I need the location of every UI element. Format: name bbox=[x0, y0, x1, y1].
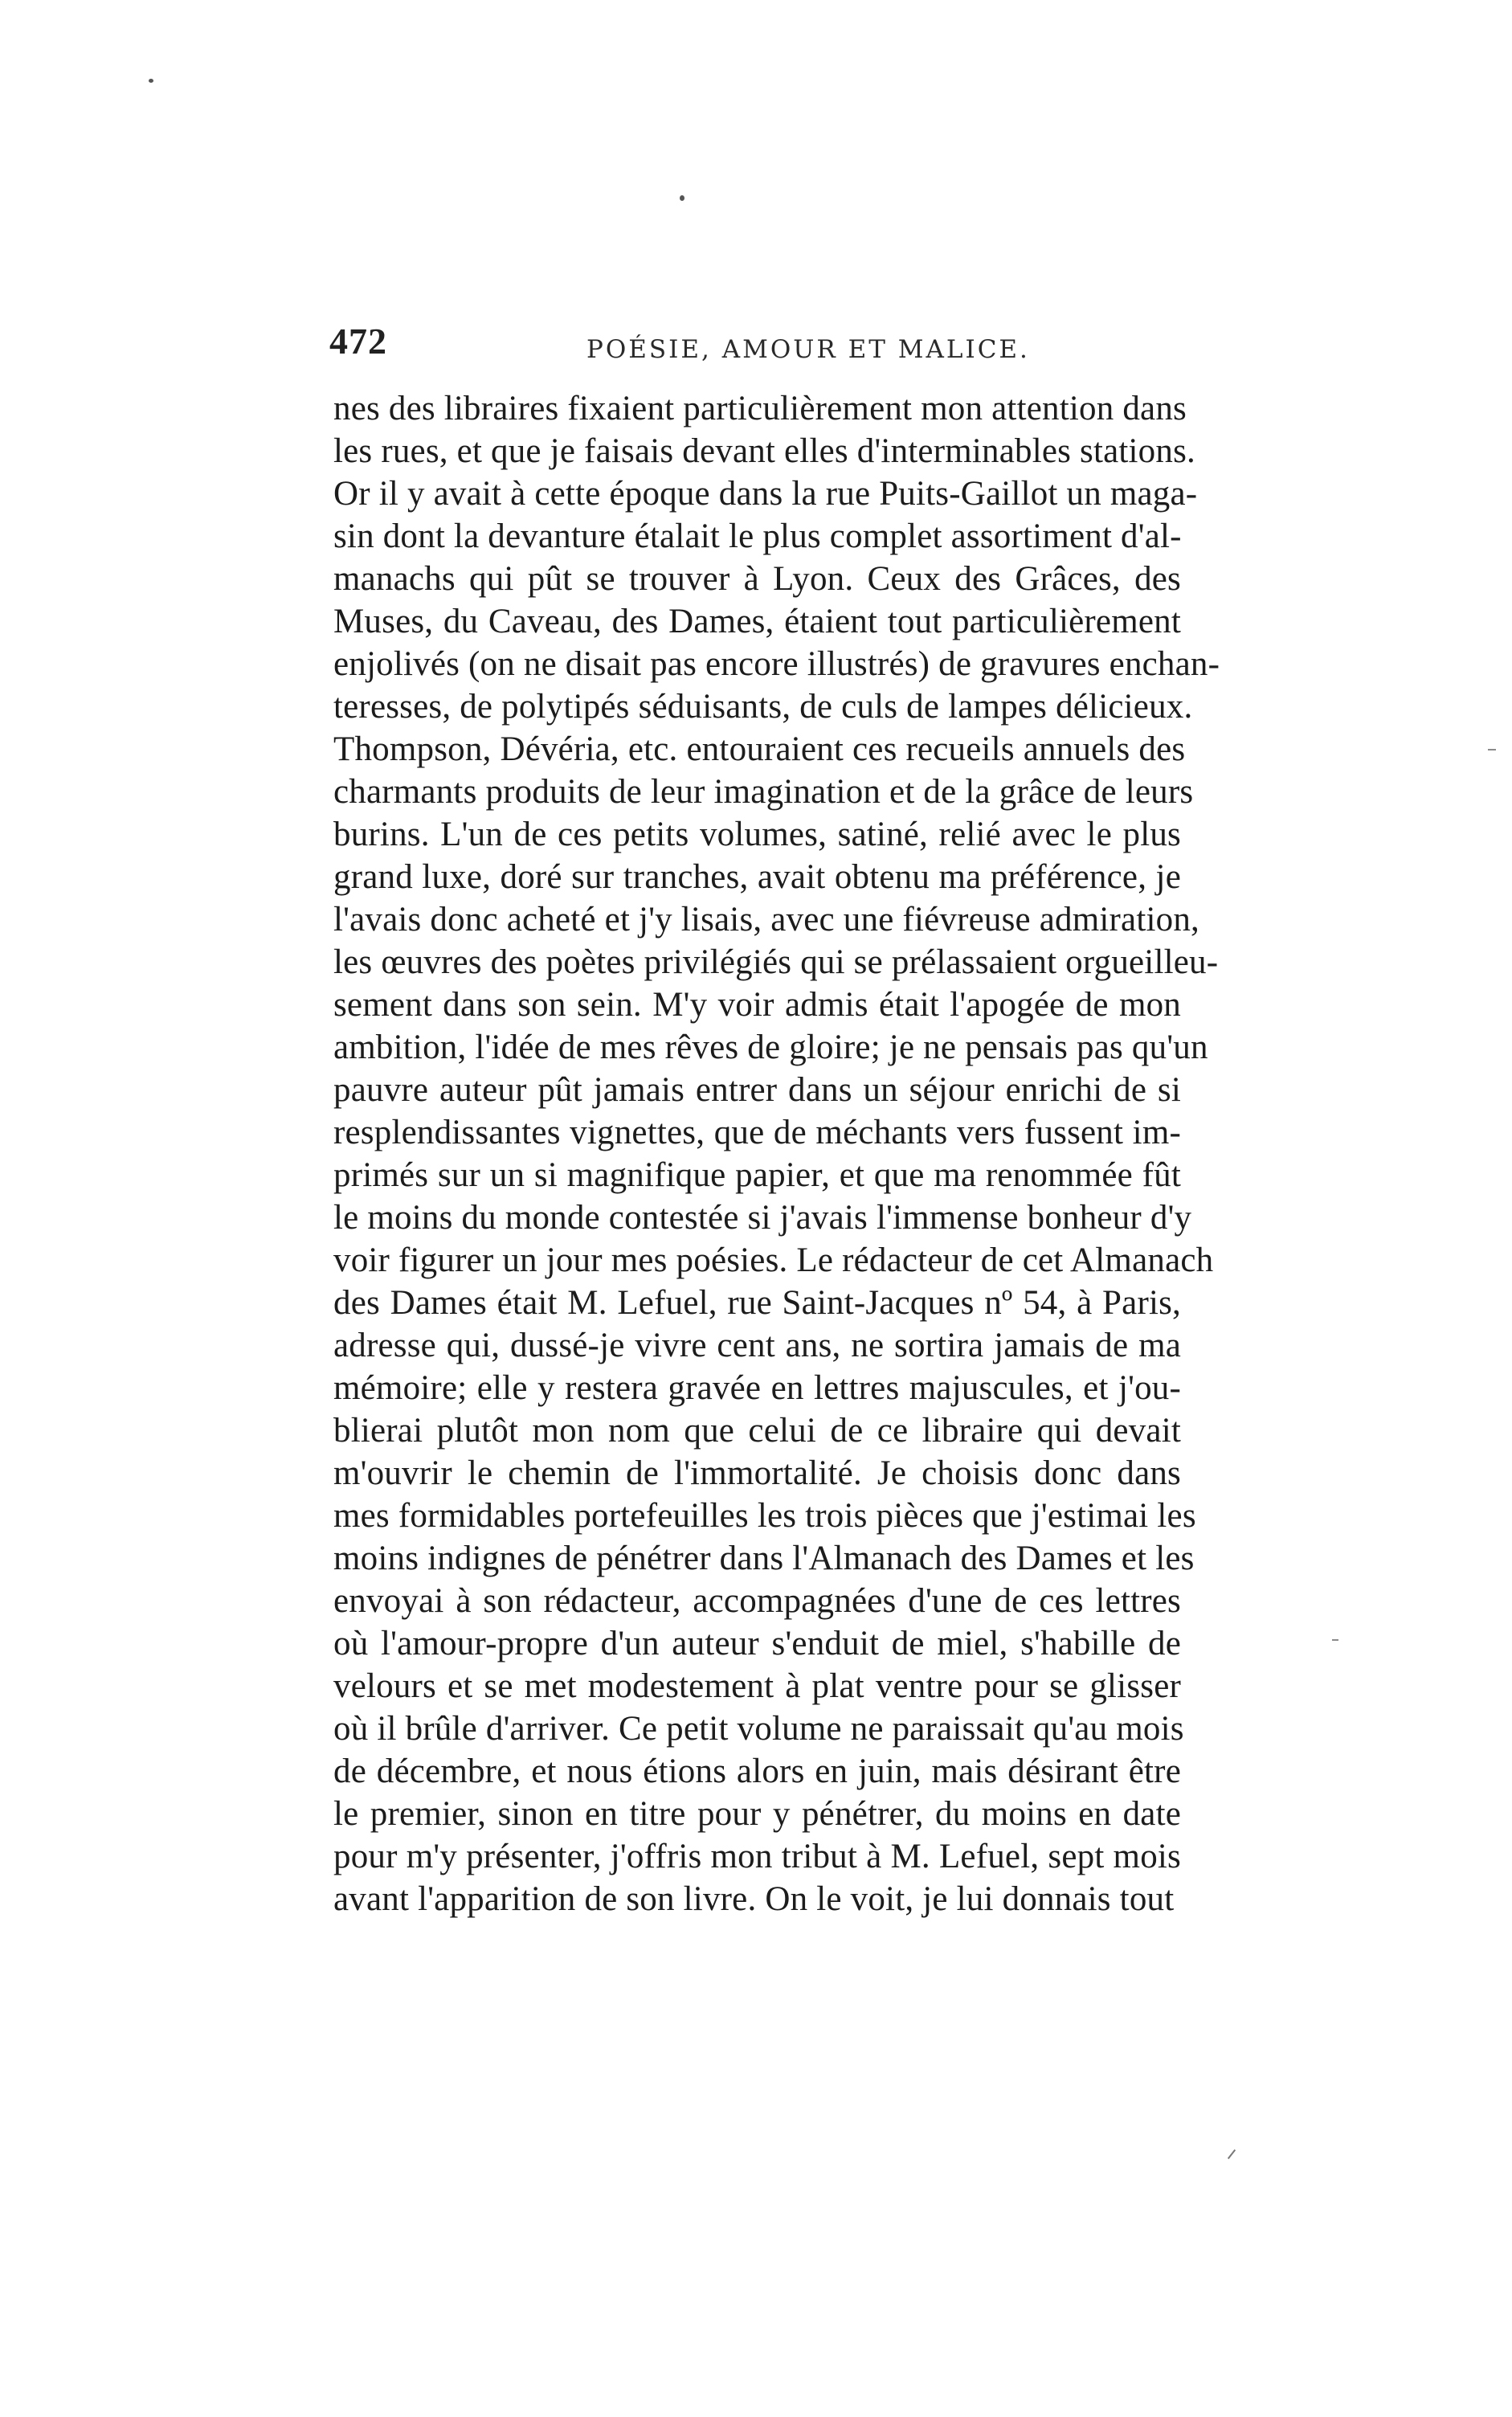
body-text bbox=[333, 387, 1220, 1938]
text-line: nes des libraires fixaient particulièrement mon attention dans bbox=[333, 390, 1187, 427]
running-title: POÉSIE, AMOUR ET MALICE. bbox=[586, 335, 1030, 364]
text-line: de décembre, et nous étions alors en juin, mais désirant être bbox=[333, 1752, 1181, 1790]
text-line: teresses, de polytipés séduisants, de culs de lampes délicieux. bbox=[333, 688, 1193, 726]
text-line: Or il y avait à cette époque dans la rue Puits-Gaillot un maga- bbox=[333, 475, 1198, 513]
page-header bbox=[329, 323, 1197, 379]
text-line: l'avais donc acheté et j'y lisais, avec une fiévreuse admiration, bbox=[333, 901, 1199, 939]
text-line: m'ouvrir le chemin de l'immortalité. Je choisis donc dans bbox=[333, 1454, 1181, 1492]
text-line: moins indignes de pénétrer dans l'Almanach des Dames et les bbox=[333, 1540, 1195, 1577]
text-line: pour m'y présenter, j'offris mon tribut à M. Lefuel, sept mois bbox=[333, 1838, 1181, 1875]
margin-mark bbox=[1332, 1639, 1338, 1641]
text-line: velours et se met modestement à plat ventre pour se glisser bbox=[333, 1667, 1181, 1705]
text-line: grand luxe, doré sur tranches, avait obtenu ma préférence, je bbox=[333, 858, 1181, 896]
text-line: Thompson, Dévéria, etc. entouraient ces recueils annuels des bbox=[333, 730, 1186, 768]
text-line: mémoire; elle y restera gravée en lettres majuscules, et j'ou- bbox=[333, 1369, 1181, 1407]
text-line: mes formidables portefeuilles les trois pièces que j'estimai les bbox=[333, 1497, 1196, 1535]
paper-speck bbox=[680, 195, 684, 201]
text-line: ambition, l'idée de mes rêves de gloire; je ne pensais pas qu'un bbox=[333, 1029, 1208, 1066]
text-line: Muses, du Caveau, des Dames, étaient tout particulièrement bbox=[333, 603, 1181, 640]
text-line: sement dans son sein. M'y voir admis était l'apogée de mon bbox=[333, 986, 1181, 1024]
text-line: manachs qui pût se trouver à Lyon. Ceux des Grâces, des bbox=[333, 560, 1181, 598]
margin-mark bbox=[1488, 749, 1496, 750]
text-line: blierai plutôt mon nom que celui de ce libraire qui devait bbox=[333, 1412, 1181, 1450]
text-line: où l'amour-propre d'un auteur s'enduit de miel, s'habille de bbox=[333, 1625, 1181, 1662]
text-line: des Dames était M. Lefuel, rue Saint-Jacques nº 54, à Paris, bbox=[333, 1284, 1181, 1322]
text-line: primés sur un si magnifique papier, et que ma renommée fût bbox=[333, 1156, 1181, 1194]
text-line: avant l'apparition de son livre. On le voit, je lui donnais tout bbox=[333, 1880, 1175, 1918]
text-line: le moins du monde contestée si j'avais l'immense bonheur d'y bbox=[333, 1199, 1192, 1237]
text-line: le premier, sinon en titre pour y pénétrer, du moins en date bbox=[333, 1795, 1181, 1833]
paper-speck bbox=[1228, 2149, 1236, 2159]
text-line: adresse qui, dussé-je vivre cent ans, ne sortira jamais de ma bbox=[333, 1327, 1181, 1364]
text-line: envoyai à son rédacteur, accompagnées d'une de ces lettres bbox=[333, 1582, 1181, 1620]
text-line: les rues, et que je faisais devant elles d'interminables stations. bbox=[333, 432, 1195, 470]
text-line: voir figurer un jour mes poésies. Le rédacteur de cet Almanach bbox=[333, 1241, 1214, 1279]
paper-speck bbox=[149, 79, 153, 83]
text-line: où il brûle d'arriver. Ce petit volume ne paraissait qu'au mois bbox=[333, 1710, 1184, 1748]
text-line: burins. L'un de ces petits volumes, satiné, relié avec le plus bbox=[333, 816, 1181, 853]
page-number: 472 bbox=[329, 321, 387, 362]
text-line: enjolivés (on ne disait pas encore illustrés) de gravures enchan- bbox=[333, 645, 1220, 683]
text-line: les œuvres des poètes privilégiés qui se prélassaient orgueilleu- bbox=[333, 943, 1219, 981]
text-line: charmants produits de leur imagination et de la grâce de leurs bbox=[333, 773, 1194, 811]
text-line: pauvre auteur pût jamais entrer dans un séjour enrichi de si bbox=[333, 1071, 1181, 1109]
text-line: sin dont la devanture étalait le plus complet assortiment d'al- bbox=[333, 517, 1182, 555]
text-line: resplendissantes vignettes, que de méchants vers fussent im- bbox=[333, 1114, 1181, 1151]
